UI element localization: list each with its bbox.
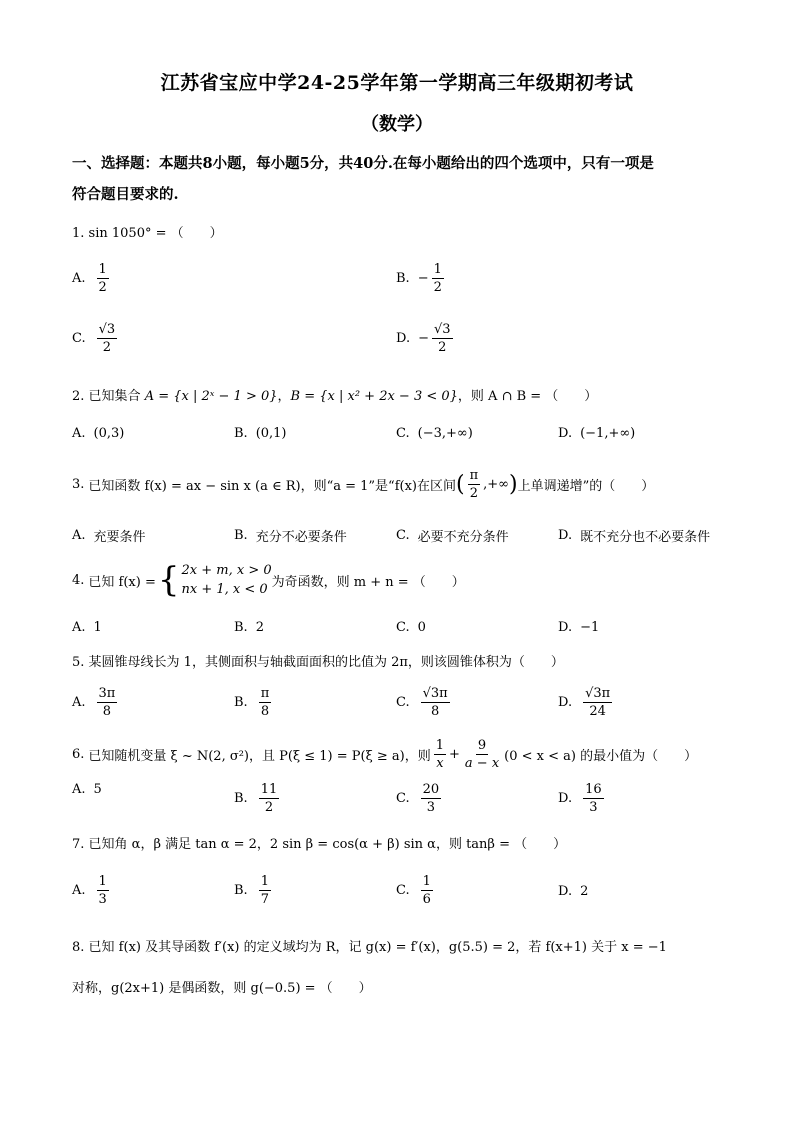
option-label: C. (396, 528, 410, 543)
option-label: B. (234, 883, 248, 898)
option-label: C. (396, 620, 410, 635)
question-stem-line2: 对称，g(2x+1) 是偶函数，则 g(−0.5) = （ ） (72, 981, 372, 996)
denominator: 3 (426, 800, 436, 815)
question-4 (72, 560, 465, 600)
fraction (259, 782, 280, 815)
option-label: C. (396, 883, 410, 898)
interval-fraction (468, 468, 481, 501)
option-label: C. (396, 695, 410, 710)
q3-option-c (396, 526, 509, 545)
question-number: 3. (72, 477, 85, 492)
section-heading (72, 148, 732, 210)
denominator: 3 (98, 892, 107, 907)
option-text: (0,1) (255, 426, 287, 441)
numerator: √3π (422, 686, 448, 701)
option-label: A. (72, 782, 86, 797)
q1-option-a (72, 262, 112, 295)
q6-option-c (396, 782, 444, 815)
question-3 (72, 468, 654, 501)
numerator: 3π (98, 686, 116, 701)
question-7 (72, 833, 566, 852)
piecewise-cases (182, 561, 272, 599)
numerator: √3 (98, 322, 116, 337)
denominator: 2 (438, 340, 447, 355)
section-heading-line1: 一、选择题：本题共8小题，每小题5分，共40分.在每小题给出的四个选项中，只有一项是 (72, 155, 654, 172)
q2-option-a (72, 426, 124, 441)
numerator: √3 (434, 322, 451, 337)
question-number: 7. (72, 837, 85, 852)
option-label: A. (72, 426, 86, 441)
question-stem: 已知角 α，β 满足 tan α = 2，2 sin β = cos(α + β) sin α，则 tanβ = （ ） (88, 837, 567, 852)
numerator: 1 (260, 874, 269, 889)
q5-option-c (396, 686, 453, 719)
option-text: 2 (580, 884, 589, 899)
q5-option-a (72, 686, 120, 719)
right-paren: ) (509, 472, 518, 497)
option-sign: − (418, 331, 429, 346)
fraction (97, 322, 118, 355)
q5-option-b (234, 686, 274, 719)
option-label: B. (234, 426, 248, 441)
option-text: 1 (93, 620, 102, 635)
plus-sign: + (449, 747, 460, 762)
option-label: C. (72, 331, 86, 346)
q1-option-d (396, 322, 456, 355)
option-label: D. (558, 528, 573, 543)
left-paren: ( (456, 472, 465, 497)
question-number: 2. (72, 389, 85, 404)
q5-option-d (558, 686, 615, 719)
question-stem-prefix: 已知 f(x) = (88, 574, 156, 590)
fraction-1 (434, 738, 446, 771)
numerator: √3π (585, 686, 611, 701)
question-stem-prefix: 已知函数 f(x) = ax − sin x (a ∈ R)，则“a = 1”是“f(x)在区间 (88, 479, 456, 494)
denominator: 8 (260, 704, 270, 719)
section-heading-line2: 符合题目要求的. (72, 186, 179, 203)
option-text: (−1,+∞) (580, 426, 636, 441)
question-number: 5. (72, 655, 85, 670)
option-label: C. (396, 426, 410, 441)
question-stem-suffix: ，则 A ∩ B = （ ） (457, 389, 598, 404)
fraction (583, 782, 604, 815)
question-stem-prefix: 已知随机变量 ξ ~ N(2, σ²)，且 P(ξ ≤ 1) = P(ξ ≥ a)，则 (88, 749, 431, 764)
question-stem-prefix: 已知集合 (88, 389, 141, 404)
question-stem: sin 1050° = （ ） (88, 226, 223, 241)
numerator: 1 (98, 262, 107, 277)
option-text: (0,3) (93, 426, 125, 441)
denominator: 8 (102, 704, 112, 719)
fraction (259, 686, 272, 719)
denominator: 6 (422, 892, 431, 907)
denominator: 2 (469, 486, 478, 501)
option-label: D. (396, 331, 411, 346)
fraction (421, 686, 450, 719)
denominator: 24 (589, 704, 606, 719)
set-b-expression: B = {x | x² + 2x − 3 < 0} (290, 389, 458, 404)
fraction (97, 686, 118, 719)
option-text: 既不充分也不必要条件 (580, 530, 711, 545)
q3-option-a (72, 526, 146, 545)
option-label: B. (234, 528, 248, 543)
option-label: D. (558, 695, 573, 710)
numerator: 9 (477, 738, 487, 753)
denominator: 2 (264, 800, 274, 815)
q7-option-a (72, 874, 112, 907)
option-label: A. (72, 695, 86, 710)
option-label: B. (234, 695, 248, 710)
question-2 (72, 385, 597, 404)
brace: { (157, 560, 180, 600)
option-text: 充要条件 (93, 530, 146, 545)
option-label: C. (396, 791, 410, 806)
question-6 (72, 738, 697, 771)
numerator: 1 (422, 874, 431, 889)
question-number: 6. (72, 747, 85, 762)
q1-option-b (396, 262, 447, 295)
case-1: 2x + m, x > 0 (181, 563, 272, 578)
option-label: A. (72, 271, 86, 286)
option-text: −1 (580, 620, 600, 635)
question-stem-suffix: (0 < x < a) 的最小值为（ ） (504, 749, 698, 764)
fraction (421, 782, 442, 815)
option-label: D. (558, 884, 573, 899)
option-label: D. (558, 426, 573, 441)
question-number: 4. (72, 572, 85, 588)
q3-option-d (558, 526, 710, 545)
exam-subtitle: （数学） (361, 114, 433, 135)
q6-option-b (234, 782, 282, 815)
option-text: 2 (255, 620, 264, 635)
numerator: 16 (585, 782, 602, 797)
option-text: (−3,+∞) (417, 426, 473, 441)
q7-option-d (558, 884, 588, 899)
option-label: B. (234, 620, 248, 635)
numerator: π (469, 468, 479, 483)
option-label: A. (72, 528, 86, 543)
option-label: B. (234, 791, 248, 806)
option-sign: − (417, 271, 429, 286)
q7-option-b (234, 874, 274, 907)
fraction (259, 874, 271, 907)
fraction (432, 262, 444, 295)
fraction (583, 686, 612, 719)
denominator: 3 (589, 800, 598, 815)
question-8-cont (72, 977, 372, 996)
fraction (432, 322, 453, 355)
option-label: A. (72, 883, 86, 898)
exam-title: 江苏省宝应中学24-25学年第一学期高三年级期初考试 (160, 72, 634, 94)
question-stem-suffix: 上单调递增”的（ ） (517, 479, 655, 494)
denominator: a − x (464, 756, 500, 771)
fraction-2 (463, 738, 501, 771)
question-stem: 某圆锥母线长为 1，其侧面积与轴截面面积的比值为 2π，则该圆锥体积为（ ） (88, 655, 564, 670)
case-2: nx + 1, x < 0 (181, 582, 268, 597)
numerator: 20 (422, 782, 440, 797)
option-text: 必要不充分条件 (417, 530, 509, 545)
q2-option-d (558, 426, 635, 441)
option-text: 充分不必要条件 (255, 530, 347, 545)
q2-option-c (396, 426, 473, 441)
q4-option-b (234, 620, 264, 635)
q4-option-c (396, 620, 426, 635)
q6-option-a (72, 782, 102, 797)
q4-option-a (72, 620, 102, 635)
denominator: x (436, 756, 444, 771)
numerator: 11 (260, 782, 278, 797)
option-label: A. (72, 620, 86, 635)
question-8 (72, 936, 667, 955)
separator: ， (277, 389, 291, 404)
numerator: π (260, 686, 270, 701)
q4-option-d (558, 620, 599, 635)
question-number: 8. (72, 940, 85, 955)
question-1 (72, 222, 223, 241)
q1-option-c (72, 322, 120, 355)
fraction (97, 262, 109, 295)
question-stem-suffix: 为奇函数，则 m + n = （ ） (271, 574, 465, 590)
question-stem-line1: 已知 f(x) 及其导函数 f′(x) 的定义域均为 R，记 g(x) = f′(x)，g(5.5) = 2，若 f(x+1) 关于 x = −1 (88, 940, 667, 955)
numerator: 1 (98, 874, 107, 889)
set-a-expression: A = {x | 2ˣ − 1 > 0} (144, 389, 278, 404)
numerator: 1 (433, 262, 442, 277)
interval-tail: ,+∞ (483, 477, 509, 492)
numerator: 1 (435, 738, 445, 753)
fraction (97, 874, 109, 907)
q6-option-d (558, 782, 607, 815)
option-label: D. (558, 620, 573, 635)
denominator: 2 (102, 340, 112, 355)
q7-option-c (396, 874, 436, 907)
denominator: 2 (98, 280, 107, 295)
denominator: 7 (260, 892, 269, 907)
question-5 (72, 651, 564, 670)
q3-option-b (234, 526, 347, 545)
option-label: B. (396, 271, 410, 286)
option-label: D. (558, 791, 573, 806)
option-text: 5 (93, 782, 102, 797)
question-number: 1. (72, 226, 85, 241)
denominator: 2 (433, 280, 442, 295)
q2-option-b (234, 426, 287, 441)
denominator: 8 (431, 704, 440, 719)
option-text: 0 (417, 620, 426, 635)
fraction (421, 874, 433, 907)
